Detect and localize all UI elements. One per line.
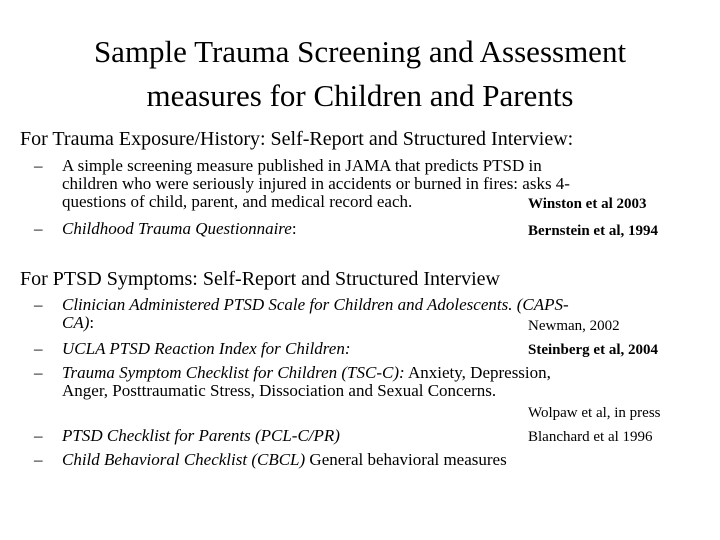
- item-text-line-2: CA): [62, 313, 90, 332]
- measure-suffix: :: [89, 313, 95, 332]
- measure-name: Trauma Symptom Checklist for Children (TSC-C):: [62, 363, 405, 382]
- section-heading-trauma-exposure: For Trauma Exposure/History: Self-Report and Structured Interview:: [20, 128, 574, 150]
- citation: Bernstein et al, 1994: [528, 223, 658, 239]
- citation: Newman, 2002: [528, 318, 620, 334]
- measure-name: Childhood Trauma Questionnaire: [62, 219, 292, 238]
- item-text-line-1: Clinician Administered PTSD Scale for Children and Adolescents. (CAPS-: [62, 295, 569, 314]
- list-item-childhood-trauma-questionnaire: [34, 219, 682, 239]
- measure-name: PTSD Checklist for Parents (PCL-C/PR): [62, 426, 340, 445]
- measure-name: UCLA PTSD Reaction Index for Children:: [62, 339, 351, 358]
- measure-description: General behavioral measures: [305, 450, 507, 469]
- section-heading-ptsd-symptoms: For PTSD Symptoms: Self-Report and Structured Interview: [20, 268, 500, 290]
- measure-description: Anxiety, Depression,: [404, 363, 551, 382]
- bullet-dash: –: [34, 156, 43, 175]
- list-item-caps-ca: [34, 295, 682, 334]
- citation: Wolpaw et al, in press: [528, 405, 661, 421]
- bullet-dash: –: [34, 219, 43, 238]
- measure-name: Child Behavioral Checklist (CBCL): [62, 450, 306, 469]
- title-line-2: measures for Children and Parents: [146, 78, 574, 113]
- slide-title: [20, 30, 700, 118]
- list-item-tsc-c: [34, 363, 682, 421]
- bullet-dash: –: [34, 426, 43, 445]
- citation: Steinberg et al, 2004: [528, 342, 658, 358]
- list-item-cbcl: [34, 450, 682, 469]
- citation: Blanchard et al 1996: [528, 429, 653, 445]
- item-text-line-3: questions of child, parent, and medical record each.: [62, 192, 413, 211]
- item-text-line-1: A simple screening measure published in JAMA that predicts PTSD in: [62, 156, 542, 175]
- item-text-line-2: Anger, Posttraumatic Stress, Dissociation and Sexual Concerns.: [62, 381, 497, 400]
- title-line-1: Sample Trauma Screening and Assessment: [93, 34, 627, 69]
- bullet-dash: –: [34, 295, 43, 314]
- item-text-line-2: children who were seriously injured in accidents or burned in fires: asks 4-: [62, 174, 570, 193]
- list-item-jama-screening: [34, 156, 682, 212]
- measure-suffix: :: [291, 219, 297, 238]
- list-item-pcl-c-pr: [34, 426, 682, 445]
- bullet-dash: –: [34, 339, 43, 358]
- list-item-ucla-ptsd-index: [34, 339, 682, 358]
- bullet-dash: –: [34, 450, 43, 469]
- bullet-dash: –: [34, 363, 43, 382]
- citation: Winston et al 2003: [528, 196, 647, 212]
